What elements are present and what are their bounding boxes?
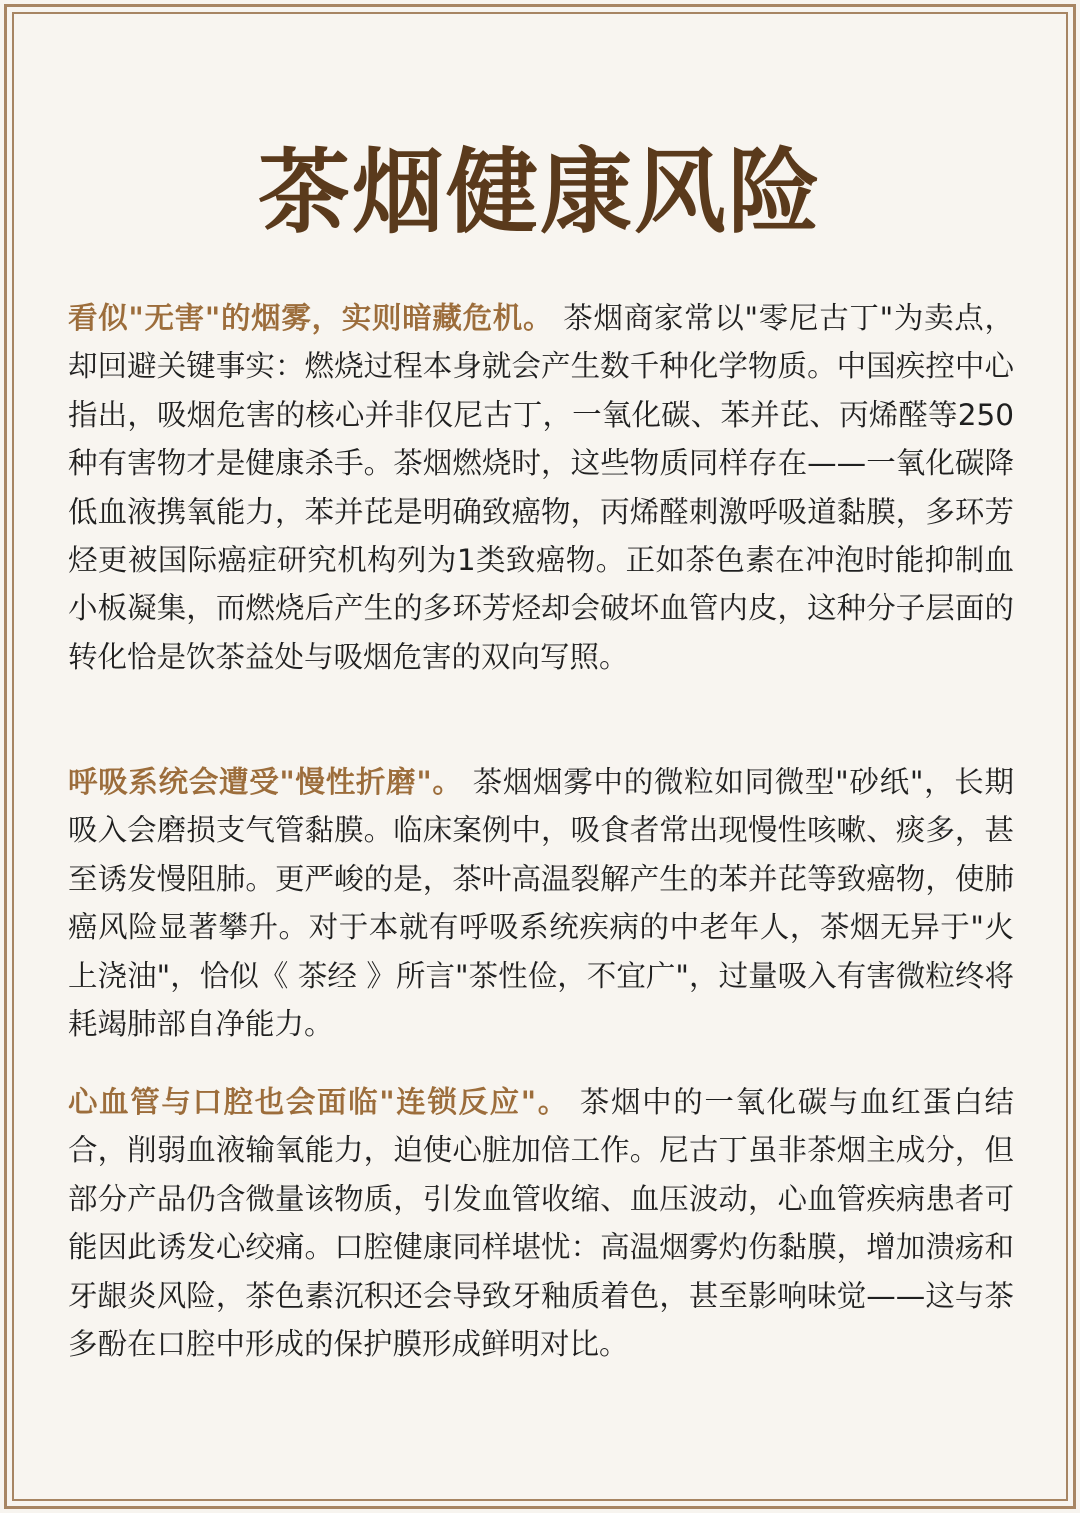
section-body: 茶烟中的一氧化碳与血红蛋白结合，削弱血液输氧能力，迫使心脏加倍工作。尼古丁虽非茶烟主成分，但部分产品仍含微量该物质，引发血管收缩、血压波动，心血管疾病患者可能因此诱发心绞痛。口腔健康同样堪忧：高温烟雾灼伤黏膜，增加溃疡和牙龈炎风险，茶色素沉积还会导致牙釉质着色，甚至影响味觉——这与茶多酚在口腔中形成的保护膜形成鲜明对比。 [68,1085,1014,1362]
section-lead: 呼吸系统会遭受"慢性折磨"。 [68,765,463,799]
section-cardiovascular-oral [68,1078,1014,1368]
page-title: 茶烟健康风险 [257,139,822,246]
section-body: 茶烟烟雾中的微粒如同微型"砂纸"，长期吸入会磨损支气管黏膜。临床案例中，吸食者常出现慢性咳嗽、痰多，甚至诱发慢阻肺。更严峻的是，茶叶高温裂解产生的苯并芘等致癌物，使肺癌风险显著攀升。对于本就有呼吸系统疾病的中老年人，茶烟无异于"火上浇油"，恰似《 茶经 》所言"茶性俭，不宜广"，过量吸入有害微粒终将耗竭肺部自净能力。 [68,765,1015,1042]
section-respiratory [68,758,1014,1048]
section-lead: 看似"无害"的烟雾，实则暗藏危机。 [68,301,554,335]
section-body: 茶烟商家常以"零尼古丁"为卖点，却回避关键事实：燃烧过程本身就会产生数千种化学物质。中国疾控中心指出，吸烟危害的核心并非仅尼古丁，一氧化碳、苯并芘、丙烯醛等250种有害物才是健康杀手。茶烟燃烧时，这些物质同样存在——一氧化碳降低血液携氧能力，苯并芘是明确致癌物，丙烯醛刺激呼吸道黏膜，多环芳烃更被国际癌症研究机构列为1类致癌物。正如茶色素在冲泡时能抑制血小板凝集，而燃烧后产生的多环芳烃却会破坏血管内皮，这种分子层面的转化恰是饮茶益处与吸烟危害的双向写照。 [68,301,1014,674]
section-lead: 心血管与口腔也会面临"连锁反应"。 [68,1085,569,1119]
section-harmless-smoke [68,294,1014,681]
